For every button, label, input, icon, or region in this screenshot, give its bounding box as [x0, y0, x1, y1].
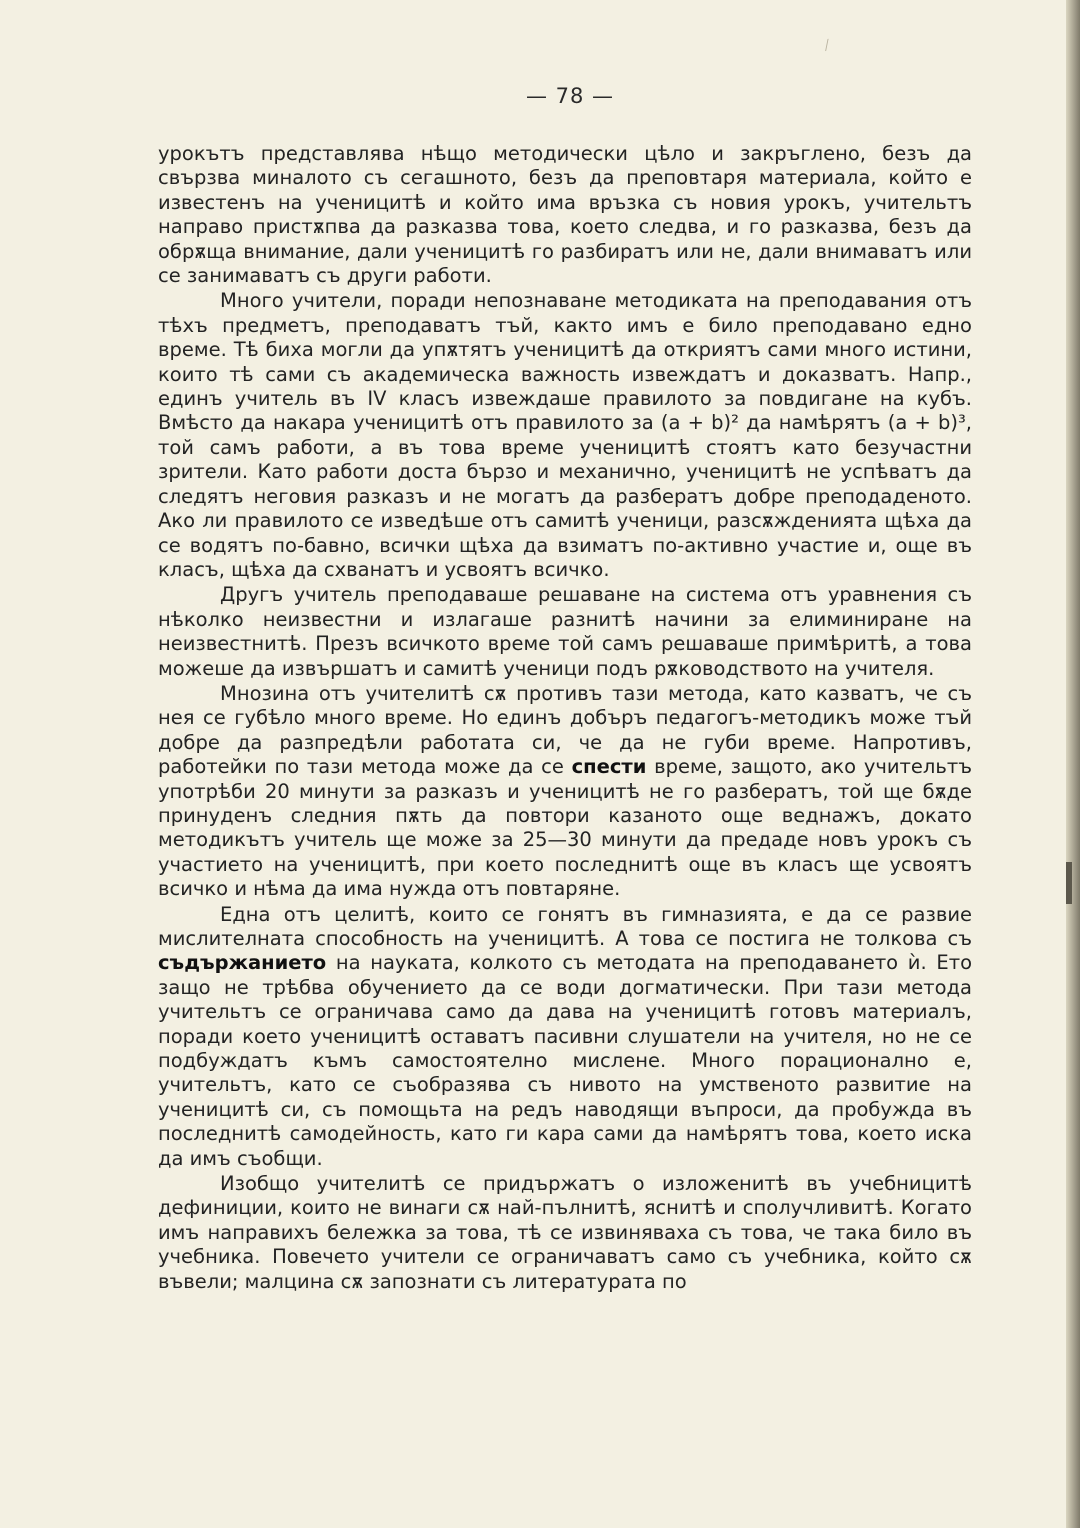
emphasis-spesti: спести — [571, 755, 647, 779]
paragraph-5 — [158, 903, 972, 1171]
paragraph-5-text-a: Една отъ целитѣ, които се гонятъ въ гимназията, е да се развие мислителната способность на ученицитѣ. А това се постига не толкова съ — [158, 902, 972, 950]
paragraph-3 — [158, 583, 972, 681]
paragraph-1-text: урокътъ представлява нѣщо методически цѣло и закръглено, безъ да свързва миналото съ сегашното, безъ да преповтаря материала, който е известенъ на ученицитѣ и който има връзка съ новия урокъ, учительтъ направо пристѫпва да разказва това, което следва, и го разказва, безъ да обрѫща внимание, дали ученицитѣ го разбиратъ или не, дали внимаватъ или се занимаватъ съ други работи. — [158, 142, 972, 288]
paragraph-6 — [158, 1172, 972, 1294]
paragraph-1 — [158, 142, 972, 288]
paragraph-3-text: Другъ учитель преподаваше решаване на система отъ уравнения съ нѣколко неизвестни и излагаше разнитѣ начини за елиминиране на неизвестнитѣ. Презъ всичкото време той самъ решаваше примѣритѣ, а това можеше да извършатъ и самитѣ ученици подъ рѫководството на учителя. — [158, 583, 972, 680]
emphasis-sadarzhanieto: съдържанието — [158, 951, 327, 975]
paragraph-2 — [158, 289, 972, 582]
pencil-mark: ⁄ — [823, 38, 832, 54]
margin-mark — [1066, 862, 1072, 904]
paragraph-4 — [158, 682, 972, 902]
paragraph-4-text-a: Мнозина отъ учителитѣ сѫ противъ тази метода, като казватъ, че съ нея се губѣло много време. Но единъ добъръ педагогъ-методикъ може тъй добре да разпредѣли работата си, че да не губи време. Напротивъ, работейки по тази метода може да се — [158, 681, 972, 779]
paragraph-5-text-b: на науката, колкото съ методата на преподаването ѝ. Ето защо не трѣбва обучението да се води догматически. При тази метода учительтъ се ограничава само да дава на ученицитѣ готовъ материалъ, поради което ученицитѣ оставатъ пасивни слушатели на учителя, но не се подбуждатъ къмъ самостоятелно мислене. Много порационално е, учительтъ, като се съобразява съ нивото на умственото развитие на ученицитѣ си, съ помощьта на редъ наводящи въпроси, да пробужда въ последнитѣ самодейность, като ги кара сами да намѣрятъ това, което иска да имъ съобщи. — [158, 951, 972, 1170]
paragraph-4-text-b: време, защото, ако учительтъ употрѣби 20 минути за разказъ и ученицитѣ не го разбератъ, той ще бѫде принуденъ следния пѫть да повтори казаното още веднажъ, докато методикътъ учитель ще може за 25—30 минути да предаде новъ урокъ съ участието на ученицитѣ, при което последнитѣ още въ класъ ще усвоятъ всичко и нѣма да има нужда отъ повтаряне. — [158, 755, 972, 901]
page-edge-shadow — [1066, 0, 1080, 1528]
paragraph-6-text: Изобщо учителитѣ се придържатъ о изложенитѣ въ учебницитѣ дефиниции, които не винаги сѫ най-пълнитѣ, яснитѣ и сполучливитѣ. Когато имъ направихъ бележка за това, тѣ се извиняваха съ това, че така било въ учебника. Повечето учители се ограничаватъ само съ учебника, който сѫ въвели; малцина сѫ запознати съ литературата по — [158, 1172, 972, 1293]
paragraph-2-text: Много учители, поради непознаване методиката на преподавания отъ тѣхъ предметъ, преподаватъ тъй, както имъ е било преподавано едно време. Тѣ биха могли да упѫтятъ ученицитѣ да откриятъ сами много истини, които тѣ сами съ академическа важность извеждатъ и доказватъ. Напр., единъ учитель въ IV класъ извеждаше правилото за повдигане на кубъ. Вмѣсто да накара ученицитѣ отъ правилото за (a + b)² да намѣрятъ (a + b)³, той самъ работи, а въ това време ученицитѣ стоятъ като безучастни зрители. Като работи доста бързо и механично, ученицитѣ не успѣватъ да следятъ неговия разказъ и не могатъ да разбератъ добре преподаденото. Ако ли правилото се изведѣше отъ самитѣ ученици, разсѫжденията щѣха да се водятъ по-бавно, всички щѣха да взиматъ по-активно участие и, още въ класъ, щѣха да схванатъ и усвоятъ всичко. — [158, 289, 972, 581]
body-text — [158, 142, 972, 1295]
page-number: — 78 — — [525, 84, 615, 108]
